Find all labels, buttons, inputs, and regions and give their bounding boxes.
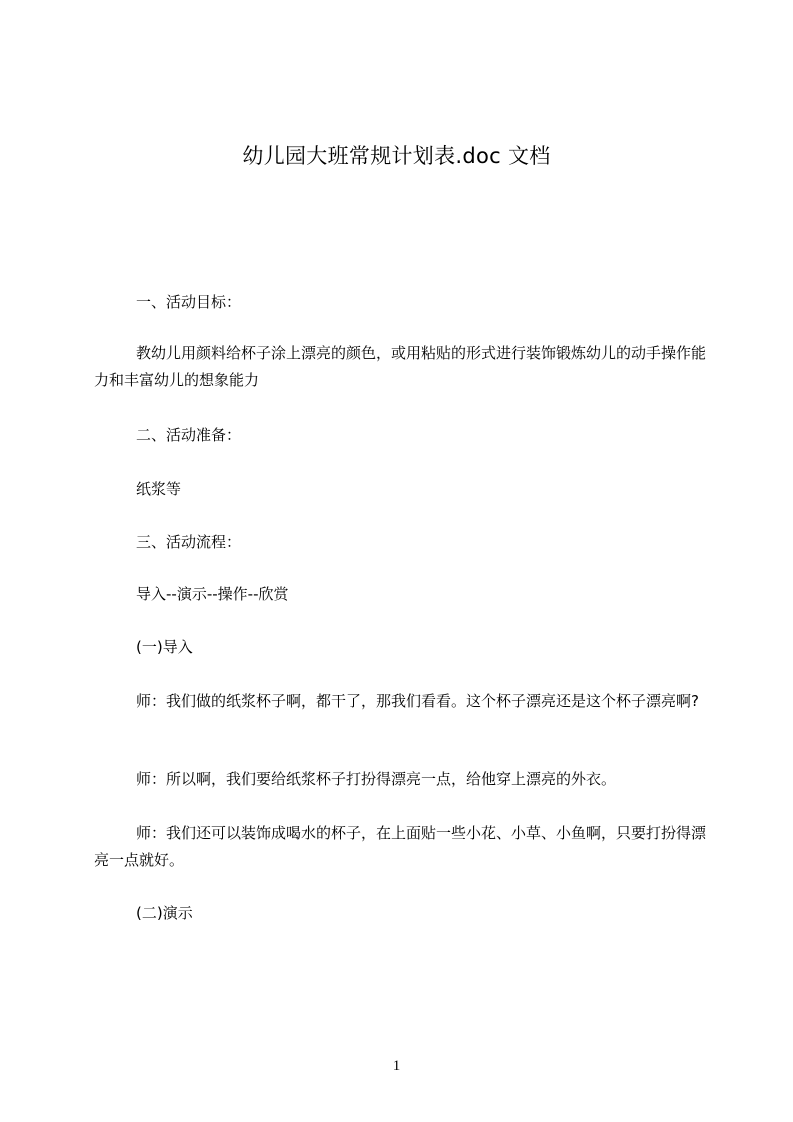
step-heading-introduction: (一)导入 — [136, 638, 193, 656]
page-number: 1 — [392, 1058, 401, 1074]
document-title: 幼儿园大班常规计划表.doc 文档 — [242, 144, 551, 168]
goals-paragraph: 教幼儿用颜料给杯子涂上漂亮的颜色，或用粘贴的形式进行装饰锻炼幼儿的动手操作能力和丰富幼儿的想象能力 — [94, 344, 707, 389]
preparation-text: 纸浆等 — [136, 480, 182, 498]
step-heading-demonstration: (二)演示 — [136, 904, 193, 922]
dialogue-paragraph-1: 师：我们做的纸浆杯子啊，都干了，那我们看看。这个杯子漂亮还是这个杯子漂亮啊? — [136, 692, 699, 710]
dialogue-paragraph-2: 师：所以啊，我们要给纸浆杯子打扮得漂亮一点，给他穿上漂亮的外衣。 — [136, 770, 617, 788]
section-heading-preparation: 二、活动准备： — [136, 426, 242, 444]
section-heading-process: 三、活动流程： — [136, 533, 242, 551]
process-flow-text: 导入--演示--操作--欣赏 — [136, 585, 289, 603]
dialogue-paragraph-3: 师：我们还可以装饰成喝水的杯子，在上面贴一些小花、小草、小鱼啊，只要打扮得漂亮一点就好。 — [94, 824, 707, 869]
section-heading-goals: 一、活动目标： — [136, 293, 242, 311]
